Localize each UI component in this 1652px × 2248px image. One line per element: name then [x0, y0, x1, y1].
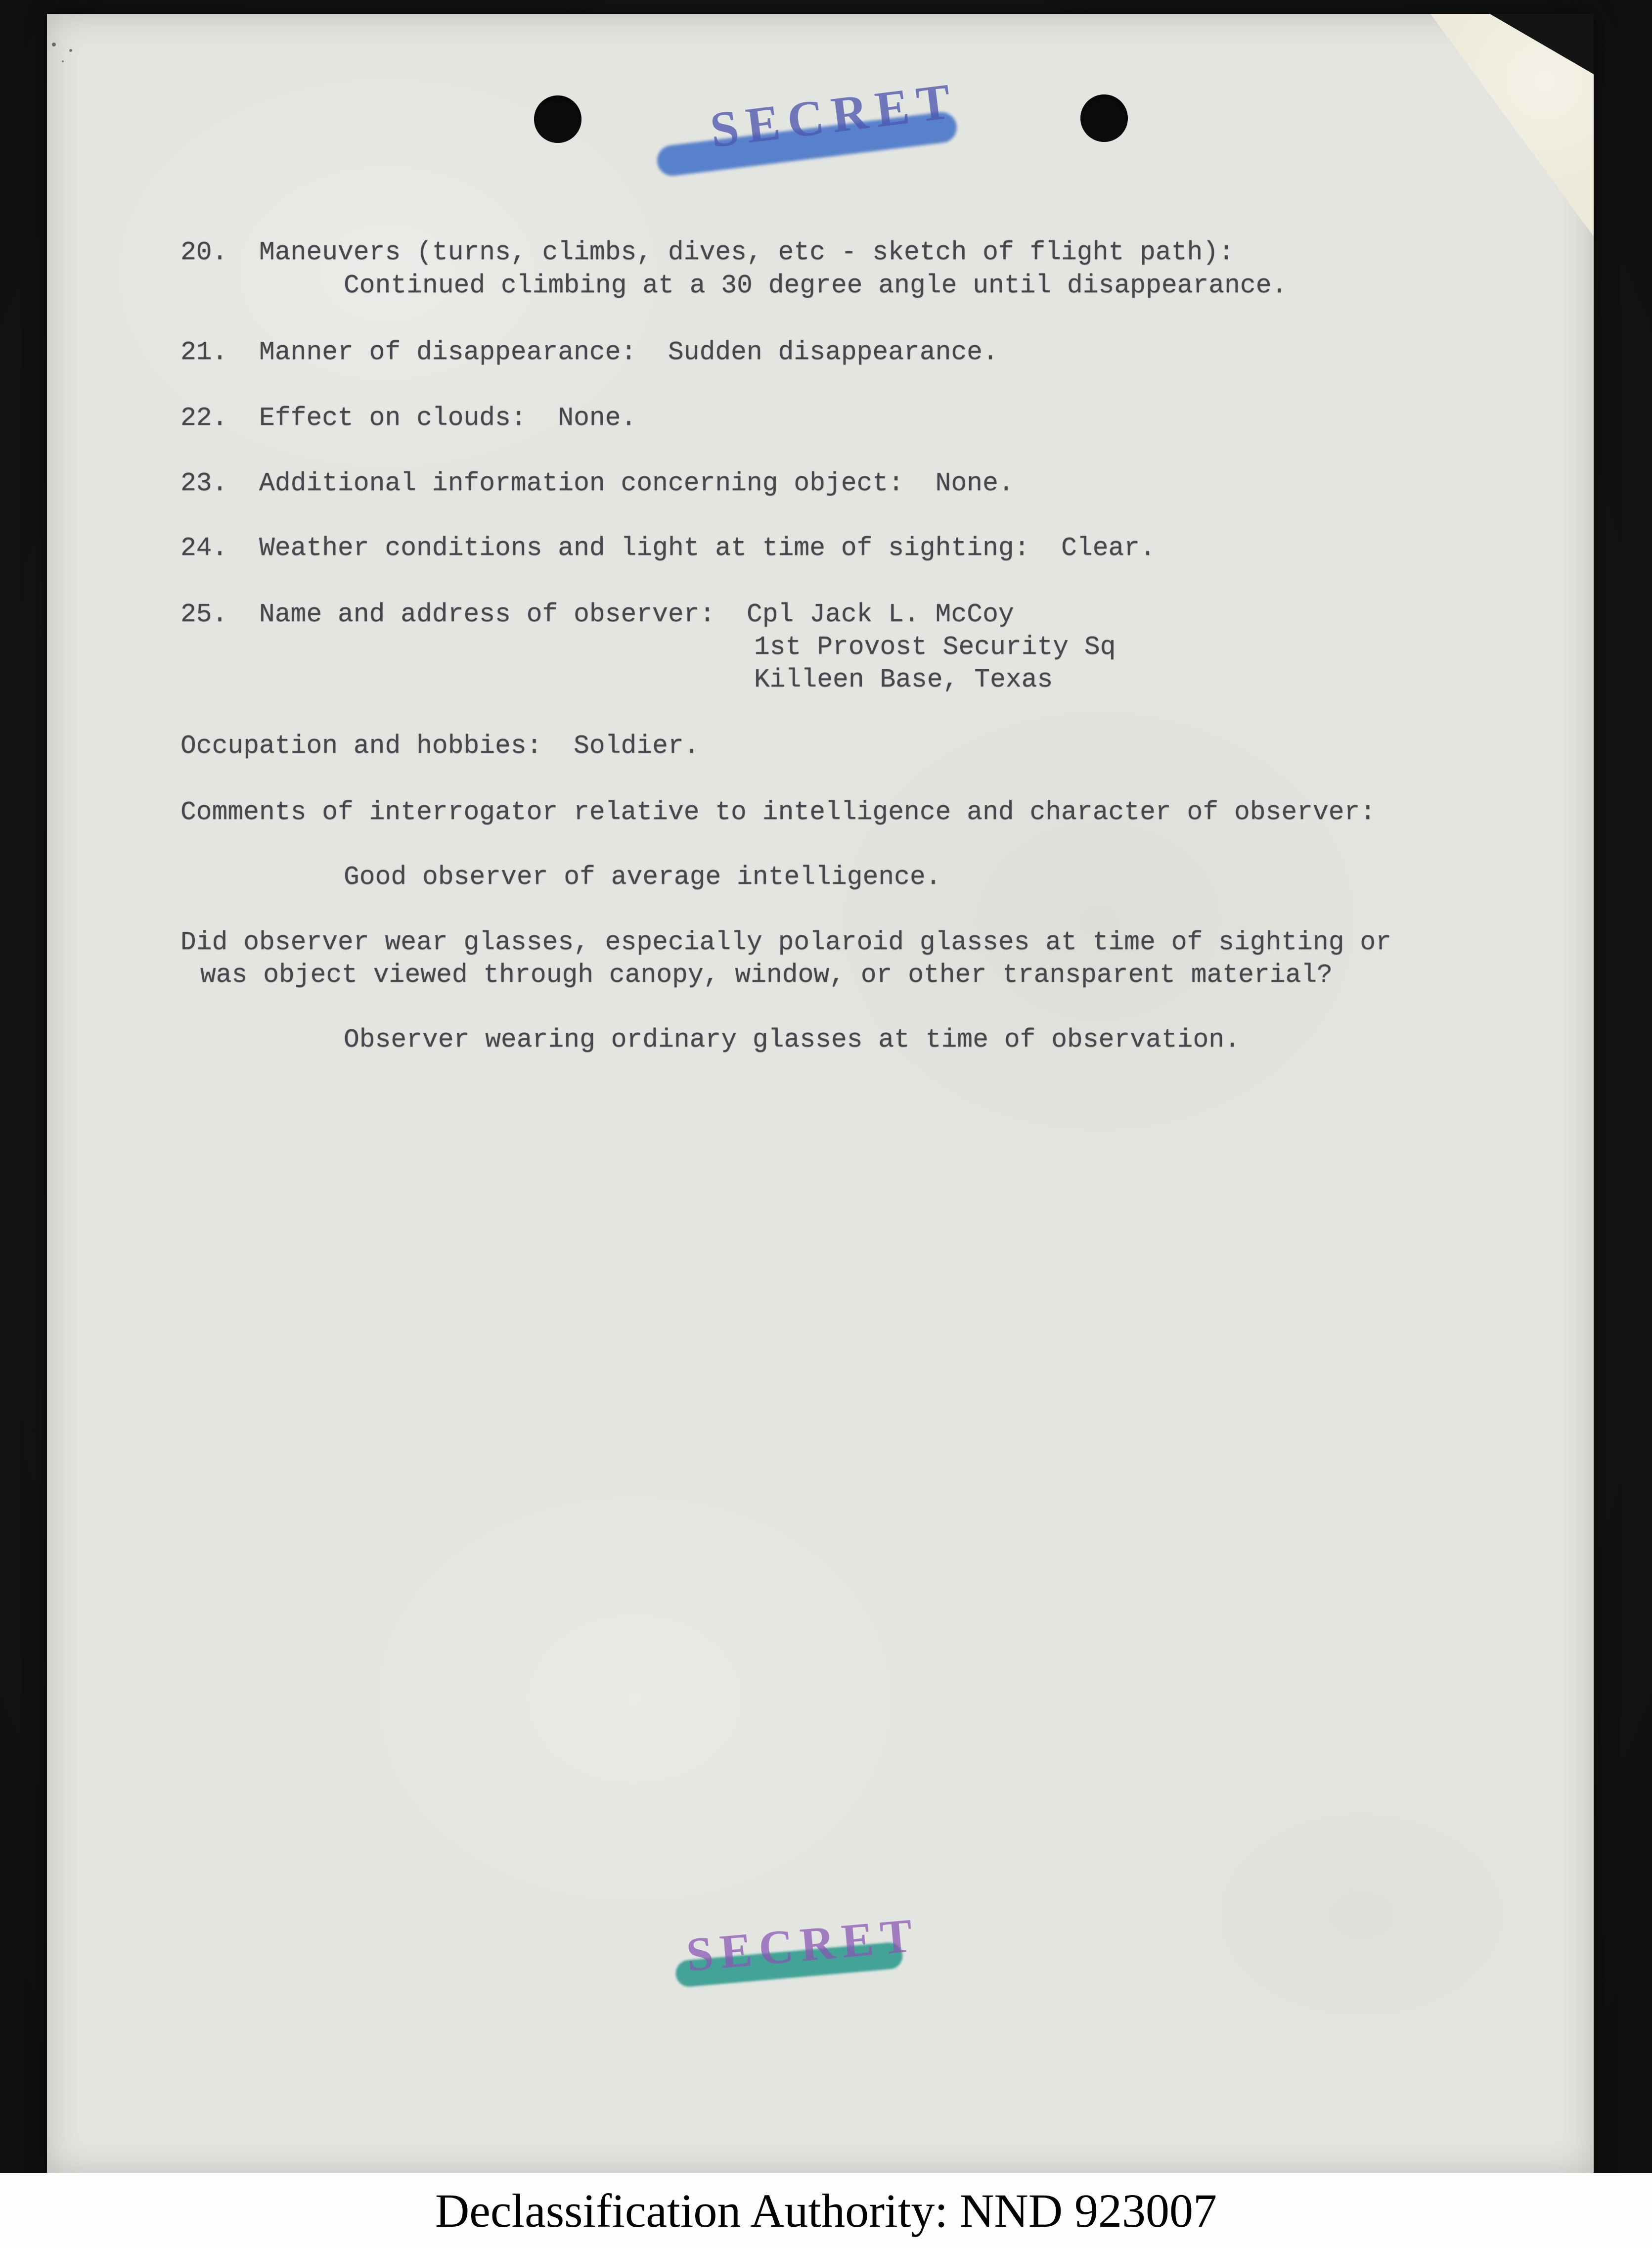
document-line: Good observer of average intelligence.: [344, 862, 941, 892]
document-line: 25. Name and address of observer: Cpl Jack L. McCoy: [180, 599, 1014, 629]
document-line: Did observer wear glasses, especially polaroid glasses at time of sighting or: [180, 927, 1391, 957]
declassification-banner: [0, 2173, 1652, 2248]
declassification-authority-text: Declassification Authority: NND 923007: [435, 2184, 1217, 2237]
document-page: [47, 14, 1594, 2174]
secret-stamp-top-text: SECRET: [707, 72, 962, 159]
secret-stamp-bottom: [672, 1903, 975, 2013]
secret-stamp-top: [651, 68, 996, 202]
document-line: was object viewed through canopy, window, or other transparent material?: [200, 960, 1333, 990]
document-line: Comments of interrogator relative to intelligence and character of observer:: [180, 797, 1376, 827]
document-line: 22. Effect on clouds: None.: [180, 403, 637, 433]
document-line: Occupation and hobbies: Soldier.: [180, 731, 700, 761]
document-line: Observer wearing ordinary glasses at time of observation.: [344, 1025, 1240, 1055]
punch-hole-right: [1080, 94, 1128, 142]
document-line: 20. Maneuvers (turns, climbs, dives, etc - sketch of flight path):: [180, 237, 1234, 267]
document-line: 23. Additional information concerning object: None.: [180, 468, 1014, 498]
document-line: 21. Manner of disappearance: Sudden disappearance.: [180, 337, 998, 367]
secret-stamp-bottom-text: SECRET: [684, 1908, 922, 1981]
document-line: Killeen Base, Texas: [754, 665, 1053, 694]
document-line: 24. Weather conditions and light at time of sighting: Clear.: [180, 533, 1156, 563]
punch-hole-left: [534, 95, 581, 143]
document-line: 1st Provost Security Sq: [754, 632, 1116, 662]
pencil-specks: [52, 43, 56, 46]
document-line: Continued climbing at a 30 degree angle until disappearance.: [344, 271, 1288, 300]
